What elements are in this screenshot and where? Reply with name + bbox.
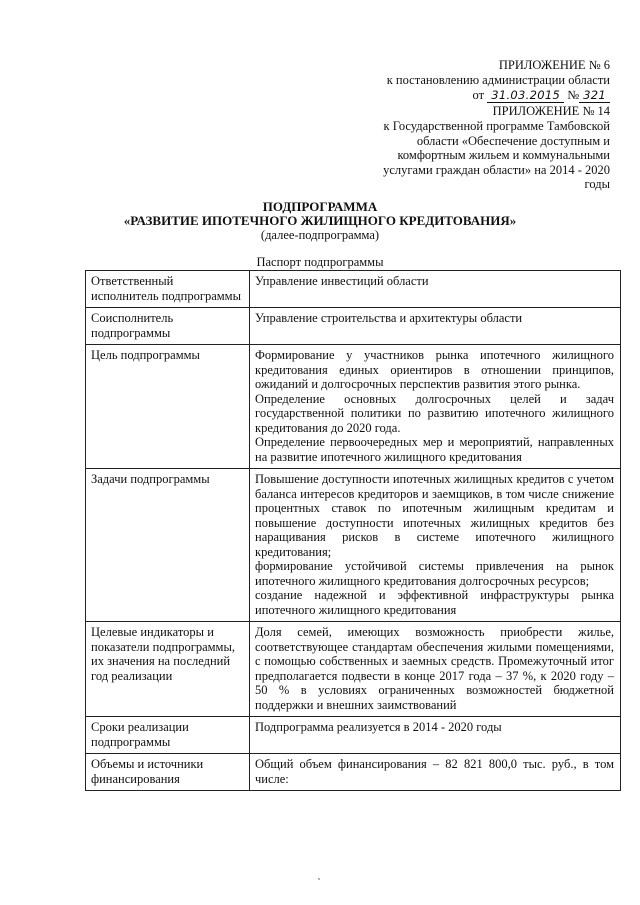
passport-paragraph: Повышение доступности ипотечных жилищных кредитов с учетом баланса интересов кредиторов и заемщиков, в том числе снижение процентных ставок по ипотечным жилищным кредитам и повышение доступности ипотечных жилищных кредитов без наращивания рисков в системе ипотечного жилищного кредитования; [255,472,614,559]
passport-row-label: Цель подпрограммы [86,345,250,469]
state-program-reference: к Государственной программе Тамбовской области «Обеспечение доступным и комфортным жильем и коммунальными услугами граждан области» на 2014 - 2020 годы [383,119,610,191]
passport-row-value [250,271,621,308]
date-number-line [473,88,610,103]
date-prefix: от [472,88,485,102]
passport-row-value [250,622,621,717]
handwritten-number: 321 [579,89,610,103]
document-subtitle: (далее-подпрограмма) [260,228,380,242]
number-prefix: № [567,88,580,102]
passport-row [86,754,621,791]
passport-row-label: Сроки реализации подпрограммы [86,717,250,754]
attachment-6-heading: ПРИЛОЖЕНИЕ № 6 [498,58,610,72]
passport-row-label: Ответственный исполнитель подпрограммы [86,271,250,308]
passport-row-label: Объемы и источники финансирования [86,754,250,791]
passport-row [86,271,621,308]
passport-row [86,308,621,345]
passport-paragraph: Подпрограмма реализуется в 2014 - 2020 годы [255,720,502,734]
handwritten-date: 31.03.2015 [487,89,564,103]
passport-paragraph: Управление инвестиций области [255,274,429,288]
passport-table [85,270,621,791]
passport-row-value [250,345,621,469]
scan-dot [318,878,320,880]
passport-row [86,469,621,622]
passport-caption: Паспорт подпрограммы [256,255,384,269]
passport-paragraph: Определение первоочередных мер и мероприятий, направленных на развитие ипотечного жилищного кредитования [255,435,614,464]
passport-row-label: Целевые индикаторы и показатели подпрограммы, их значения на последний год реализации [86,622,250,717]
document-title-line1: ПОДПРОГРАММА [262,199,378,214]
passport-paragraph: Формирование у участников рынка ипотечного жилищного кредитования единых ориентиров в отношении принципов, ожиданий и долгосрочных перспектив развития этого рынка. [255,348,614,391]
passport-row [86,345,621,469]
passport-paragraph: формирование устойчивой системы привлечения на рынок ипотечного жилищного кредитования долгосрочных ресурсов; [255,559,614,588]
resolution-reference: к постановлению администрации области [386,73,610,87]
passport-row-value [250,469,621,622]
passport-table-body [86,271,621,791]
attachment-14-heading: ПРИЛОЖЕНИЕ № 14 [492,104,610,118]
passport-row-value [250,308,621,345]
passport-row [86,622,621,717]
passport-row [86,717,621,754]
document-title-line2: «РАЗВИТИЕ ИПОТЕЧНОГО ЖИЛИЩНОГО КРЕДИТОВАНИЯ» [123,213,517,228]
passport-row-value [250,717,621,754]
passport-row-label: Соисполнитель подпрограммы [86,308,250,345]
passport-paragraph: Доля семей, имеющих возможность приобрести жилье, соответствующее стандартам обеспечения жилыми помещениями, с помощью собственных и заемных средств. Промежуточный итог предполагается подвести в конце 2017 года – 37 %, к 2020 году – 50 % в условиях ограниченных возможностей бюджетной поддержки и внешних заимствований [255,625,614,712]
passport-row-value [250,754,621,791]
passport-row-label: Задачи подпрограммы [86,469,250,622]
passport-paragraph: создание надежной и эффективной инфраструктуры рынка ипотечного жилищного кредитования [255,588,614,617]
passport-paragraph: Общий объем финансирования – 82 821 800,0 тыс. руб., в том числе: [255,757,614,786]
passport-paragraph: Управление строительства и архитектуры области [255,311,523,325]
passport-paragraph: Определение основных долгосрочных целей и задач государственной политики по развитию ипотечного жилищного кредитования до 2020 года. [255,391,614,435]
